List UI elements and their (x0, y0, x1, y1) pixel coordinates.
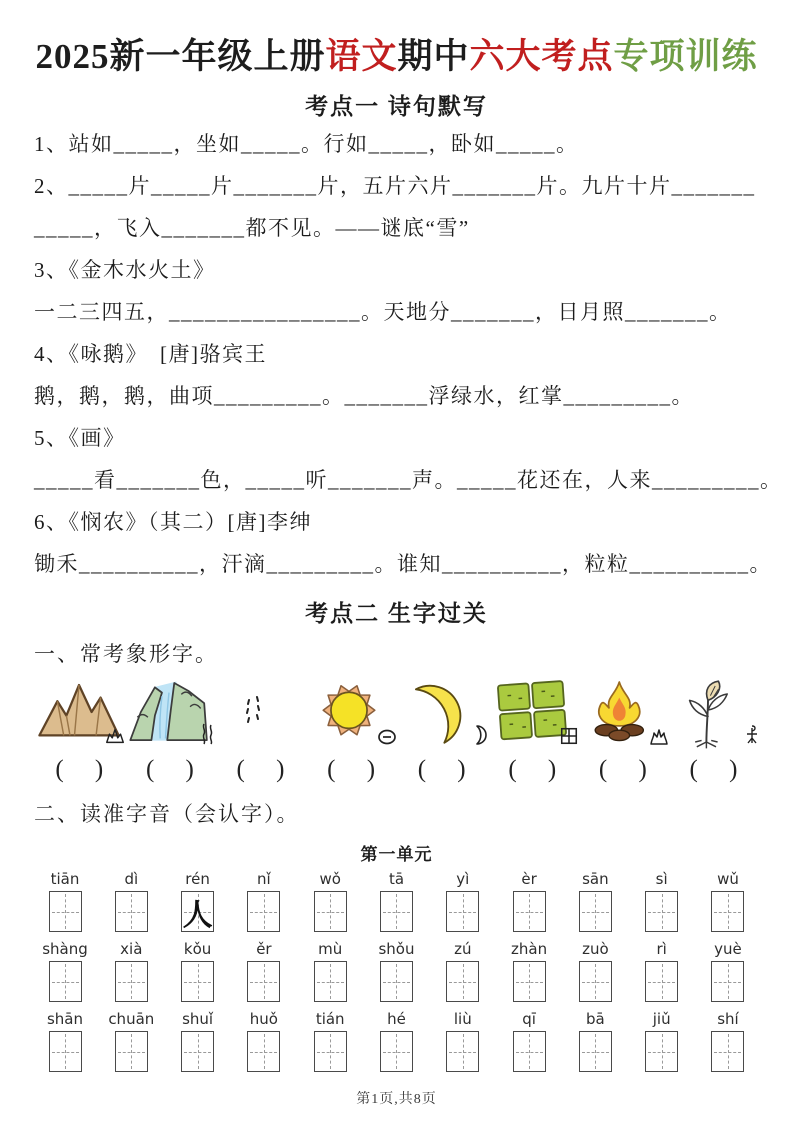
pinyin-cell (564, 939, 626, 1002)
character-writing-box (645, 961, 678, 1002)
character-writing-box (513, 1031, 546, 1072)
pinyin-syllable: huǒ (249, 1010, 278, 1028)
pinyin-cell (631, 939, 693, 1002)
pinyin-syllable: yì (456, 870, 470, 888)
section-heading-poetry: 考点一 诗句默写 (305, 94, 488, 119)
pinyin-cell (233, 1009, 295, 1072)
pinyin-syllable: wǒ (319, 870, 341, 888)
pinyin-cell (498, 1009, 560, 1072)
pinyin-cell (299, 1009, 361, 1072)
pictograph-item-field (487, 670, 578, 784)
handwritten-character: 人 (182, 897, 213, 933)
pinyin-syllable: wǔ (717, 870, 739, 888)
pictograph-item-seedling (668, 670, 759, 784)
character-writing-box (380, 961, 413, 1002)
pinyin-syllable: shān (46, 1010, 84, 1028)
pinyin-cell (233, 869, 295, 932)
character-writing-box (247, 1031, 280, 1072)
pinyin-cell (100, 939, 162, 1002)
pinyin-syllable: zú (454, 940, 472, 958)
character-writing-box (314, 961, 347, 1002)
moon-illustration (397, 674, 481, 752)
pinyin-cell (564, 869, 626, 932)
pinyin-row (34, 869, 759, 932)
character-writing-box (579, 1031, 612, 1072)
pinyin-syllable: tā (388, 870, 405, 888)
pinyin-cell (233, 939, 295, 1002)
poetry-line: 6、《悯农》（其二）[唐]李绅 (34, 510, 312, 534)
pinyin-cell (299, 939, 361, 1002)
character-writing-box (711, 891, 744, 932)
poetry-line: 4、《咏鹅》 [唐]骆宾王 (34, 342, 267, 366)
poetry-questions (34, 123, 783, 585)
pinyin-cell (34, 869, 96, 932)
pinyin-syllable: shí (717, 1010, 739, 1028)
pinyin-syllable: èr (521, 870, 537, 888)
character-writing-box (446, 961, 479, 1002)
pictograph-item-sun (306, 670, 397, 784)
pinyin-syllable: zuò (582, 940, 609, 958)
character-writing-box (181, 891, 214, 932)
pinyin-syllable: rén (185, 870, 210, 888)
answer-parentheses: ( ) (598, 756, 647, 783)
answer-parentheses: ( ) (55, 756, 104, 783)
pinyin-cell (100, 869, 162, 932)
pinyin-cell (432, 869, 494, 932)
poetry-line: 锄禾__________，汗滴_________。谁知__________，粒粒__________。 (34, 552, 772, 576)
pinyin-syllable: zhàn (511, 940, 548, 958)
unit-label: 第一单元 (360, 845, 433, 864)
poetry-line: 5、《画》 (34, 426, 126, 450)
pinyin-syllable: bā (586, 1010, 605, 1028)
character-writing-box (247, 891, 280, 932)
moon-pictograph-icon (473, 724, 489, 746)
character-writing-box (446, 1031, 479, 1072)
character-writing-box (513, 891, 546, 932)
pinyin-cell (697, 869, 759, 932)
character-writing-box (579, 961, 612, 1002)
pinyin-cell (631, 869, 693, 932)
pictograph-item-fire (578, 670, 669, 784)
pinyin-syllable: qī (522, 1010, 536, 1028)
pinyin-syllable: hé (387, 1010, 406, 1028)
pinyin-cell (34, 1009, 96, 1072)
water-pictograph-icon (199, 722, 217, 746)
seedling-illustration (668, 674, 748, 754)
answer-parentheses: ( ) (145, 756, 194, 783)
page-number: 第1页,共8页 (356, 1092, 437, 1107)
character-writing-box (115, 1031, 148, 1072)
poetry-line: _____看_______色，_____听_______声。_____花还在，人来_________。 (34, 468, 783, 492)
pinyin-cell (498, 869, 560, 932)
pinyin-part-label: 二、读准字音（会认字）。 (34, 802, 300, 826)
character-writing-box (115, 891, 148, 932)
answer-parentheses: ( ) (508, 756, 557, 783)
pinyin-syllable: chuān (108, 1010, 155, 1028)
answer-parentheses: ( ) (327, 756, 376, 783)
character-writing-box (380, 891, 413, 932)
pinyin-grid (34, 869, 759, 1072)
pinyin-syllable: nǐ (257, 870, 271, 888)
pinyin-cell (432, 1009, 494, 1072)
pinyin-syllable: yuè (714, 940, 742, 958)
character-writing-box (711, 961, 744, 1002)
pictograph-item-mountain (34, 670, 125, 784)
character-writing-box (645, 1031, 678, 1072)
pinyin-cell (631, 1009, 693, 1072)
pinyin-cell (167, 939, 229, 1002)
character-writing-box (711, 1031, 744, 1072)
poetry-line: 2、_____片_____片_______片，五片六片_______片。九片十片_______ (34, 174, 756, 198)
answer-parentheses: ( ) (236, 756, 285, 783)
character-writing-box (247, 961, 280, 1002)
character-writing-box (181, 961, 214, 1002)
pinyin-cell (100, 1009, 162, 1072)
fire-pictograph-icon (648, 728, 670, 746)
character-writing-box (49, 1031, 82, 1072)
poetry-line: 鹅，鹅，鹅，曲项_________。_______浮绿水，红掌_________。 (34, 384, 694, 408)
pinyin-syllable: shàng (42, 940, 88, 958)
character-writing-box (380, 1031, 413, 1072)
pinyin-cell (432, 939, 494, 1002)
title-segment: 专项训练 (613, 37, 758, 76)
pictograph-item-droplets (215, 670, 306, 784)
poetry-line: 一二三四五，________________。天地分_______，日月照_______。 (34, 300, 732, 324)
pinyin-cell (299, 869, 361, 932)
answer-parentheses: ( ) (689, 756, 738, 783)
pictograph-item-moon (396, 670, 487, 784)
pinyin-row (34, 939, 759, 1002)
pinyin-syllable: tián (315, 1010, 345, 1028)
pinyin-cell (167, 1009, 229, 1072)
character-writing-box (49, 961, 82, 1002)
character-writing-box (181, 1031, 214, 1072)
title-segment: 六大考点 (469, 37, 614, 76)
character-writing-box (314, 1031, 347, 1072)
answer-parentheses: ( ) (417, 756, 466, 783)
character-writing-box (49, 891, 82, 932)
title-segment: 期中 (397, 37, 470, 76)
pinyin-syllable: xià (120, 940, 143, 958)
pinyin-cell (697, 939, 759, 1002)
pictograph-item-waterfall (125, 670, 216, 784)
pinyin-syllable: kǒu (183, 940, 212, 958)
grain-pictograph-icon (744, 724, 760, 746)
title-segment: 2025新一年级上册 (35, 37, 326, 76)
character-writing-box (645, 891, 678, 932)
character-writing-box (314, 891, 347, 932)
page-title (34, 36, 759, 78)
sun-pictograph-icon (376, 728, 398, 746)
mountain-pictograph-icon (104, 726, 126, 746)
pinyin-cell (365, 1009, 427, 1072)
pinyin-cell (697, 1009, 759, 1072)
pictograph-part-label: 一、常考象形字。 (34, 642, 218, 666)
character-writing-box (513, 961, 546, 1002)
poetry-line: 3、《金木水火土》 (34, 258, 216, 282)
pinyin-syllable: sān (582, 870, 609, 888)
pinyin-row (34, 1009, 759, 1072)
field-pictograph-icon (559, 726, 579, 746)
pinyin-syllable: dì (124, 870, 139, 888)
pictograph-row (34, 670, 759, 784)
pinyin-syllable: shǒu (378, 940, 415, 958)
section-heading-characters: 考点二 生字过关 (305, 601, 488, 626)
pinyin-syllable: rì (656, 940, 667, 958)
pinyin-cell (167, 869, 229, 932)
pinyin-syllable: mù (318, 940, 343, 958)
droplets-pictograph-icon (243, 694, 265, 724)
pinyin-syllable: jiǔ (652, 1010, 671, 1028)
character-writing-box (446, 891, 479, 932)
pinyin-cell (564, 1009, 626, 1072)
poetry-line: _____，飞入_______都不见。——谜底“雪” (34, 216, 470, 240)
pinyin-cell (365, 939, 427, 1002)
pinyin-cell (365, 869, 427, 932)
pinyin-syllable: ěr (256, 940, 272, 958)
pinyin-cell (498, 939, 560, 1002)
pinyin-cell (34, 939, 96, 1002)
title-segment: 语文 (325, 37, 398, 76)
pinyin-syllable: sì (655, 870, 668, 888)
character-writing-box (115, 961, 148, 1002)
poetry-line: 1、站如_____，坐如_____。行如_____，卧如_____。 (34, 132, 579, 156)
pinyin-syllable: shuǐ (182, 1010, 214, 1028)
pinyin-syllable: tiān (50, 870, 80, 888)
pinyin-syllable: liù (453, 1010, 472, 1028)
character-writing-box (579, 891, 612, 932)
